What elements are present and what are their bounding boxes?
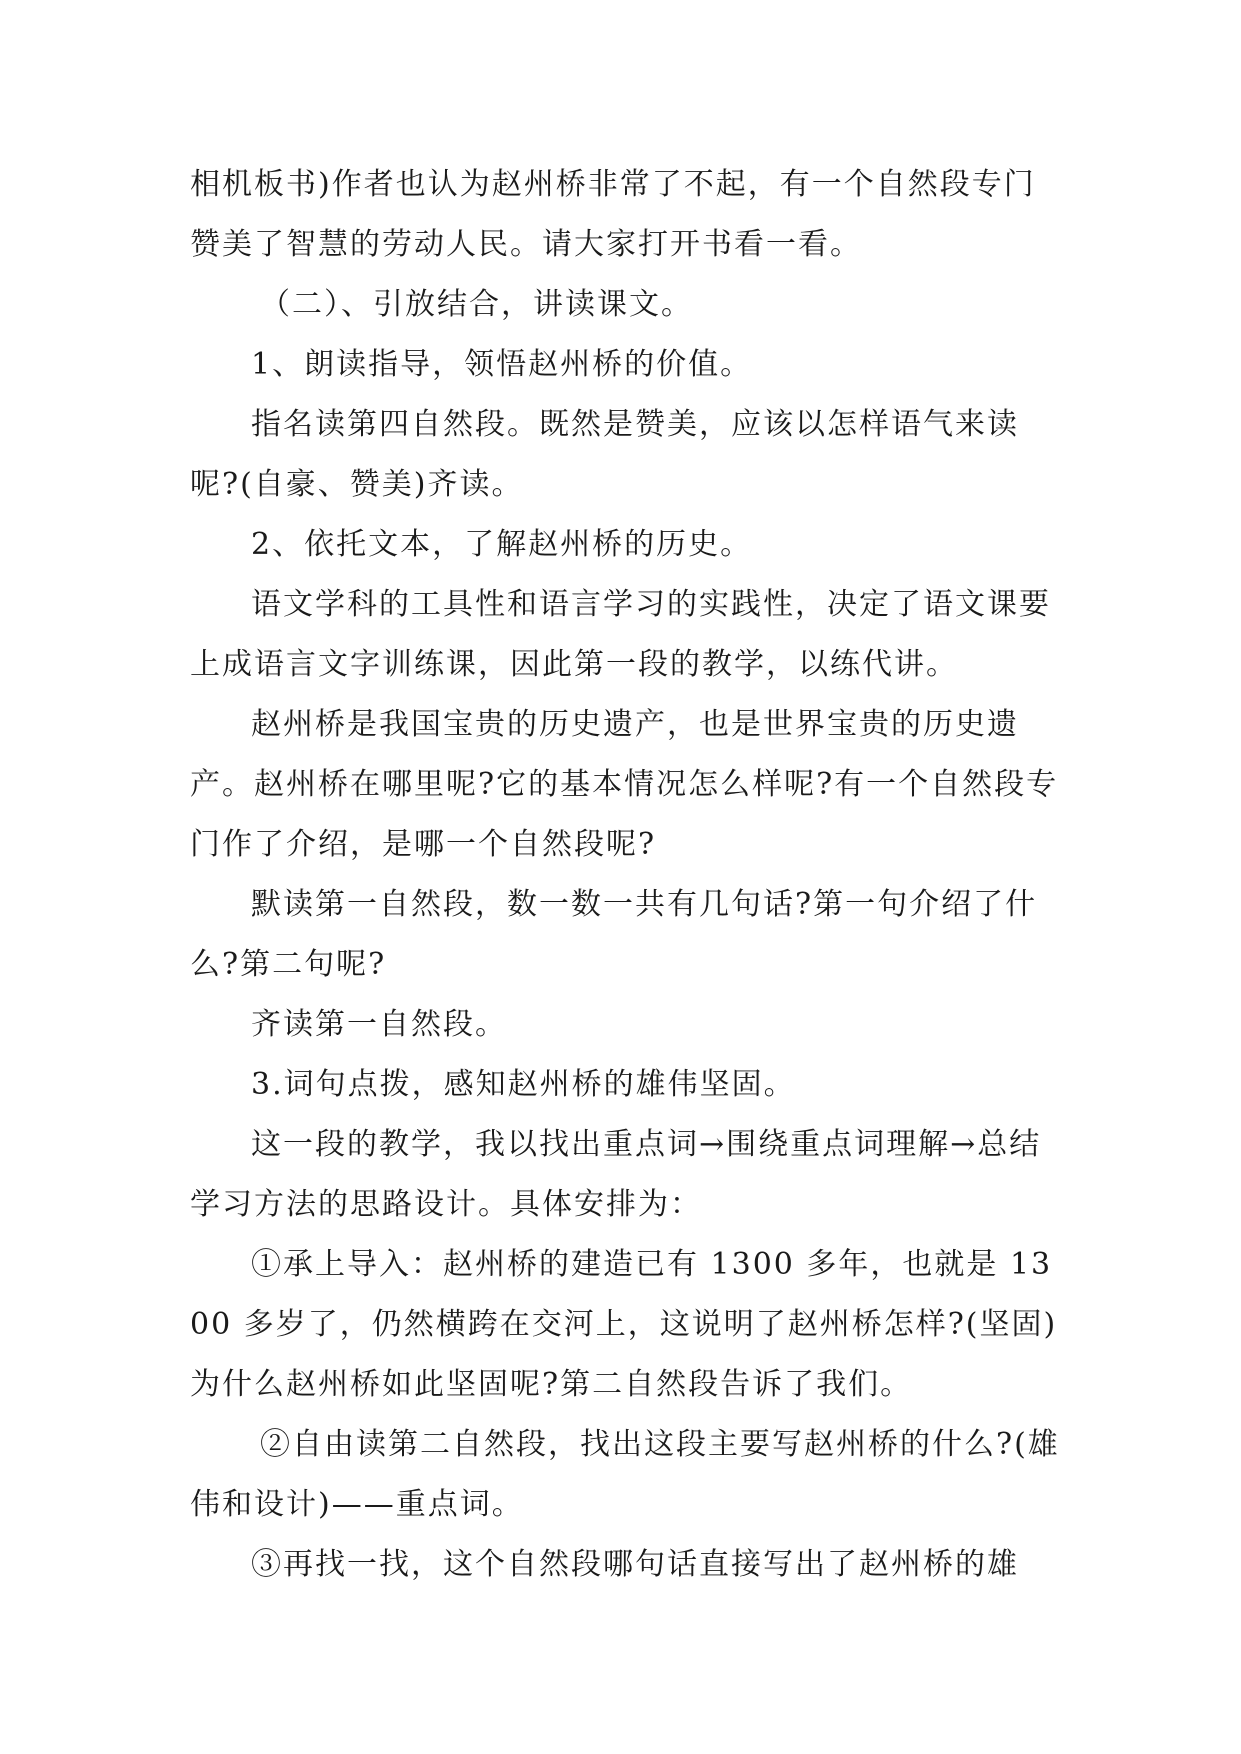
paragraph-continued: 相机板书)作者也认为赵州桥非常了不起，有一个自然段专门赞美了智慧的劳动人民。请大家打开书看一看。 [190,167,1036,262]
paragraph: 指名读第四自然段。既然是赞美，应该以怎样语气来读呢?(自豪、赞美)齐读。 [190,407,1019,502]
subheading-3: 3.词句点拨，感知赵州桥的雄伟坚固。 [251,1067,796,1102]
paragraph: 齐读第一自然段。 [251,1007,507,1042]
paragraph: 默读第一自然段，数一数一共有几句话?第一句介绍了什么?第二句呢? [190,887,1038,982]
section-heading-2: （二）、引放结合，讲读课文。 [260,287,693,322]
document-body [190,155,1060,1595]
paragraph: 这一段的教学，我以找出重点词→围绕重点词理解→总结学习方法的思路设计。具体安排为： [190,1127,1042,1222]
list-item-2: ②自由读第二自然段，找出这段主要写赵州桥的什么?(雄伟和设计)——重点词。 [190,1427,1060,1522]
list-item-1: ①承上导入：赵州桥的建造已有 1300 多年，也就是 1300 多岁了，仍然横跨在交河上，这说明了赵州桥怎样?(坚固)为什么赵州桥如此坚固呢?第二自然段告诉了我们。 [190,1247,1058,1402]
subheading-1: 1、朗读指导，领悟赵州桥的价值。 [251,347,753,382]
paragraph: 赵州桥是我国宝贵的历史遗产，也是世界宝贵的历史遗产。赵州桥在哪里呢?它的基本情况怎么样呢?有一个自然段专门作了介绍，是哪一个自然段呢? [190,707,1059,862]
paragraph: 语文学科的工具性和语言学习的实践性，决定了语文课要上成语言文字训练课，因此第一段的教学，以练代讲。 [190,587,1051,682]
subheading-2: 2、依托文本，了解赵州桥的历史。 [251,527,753,562]
list-item-3: ③再找一找，这个自然段哪句话直接写出了赵州桥的雄 [251,1547,1019,1582]
